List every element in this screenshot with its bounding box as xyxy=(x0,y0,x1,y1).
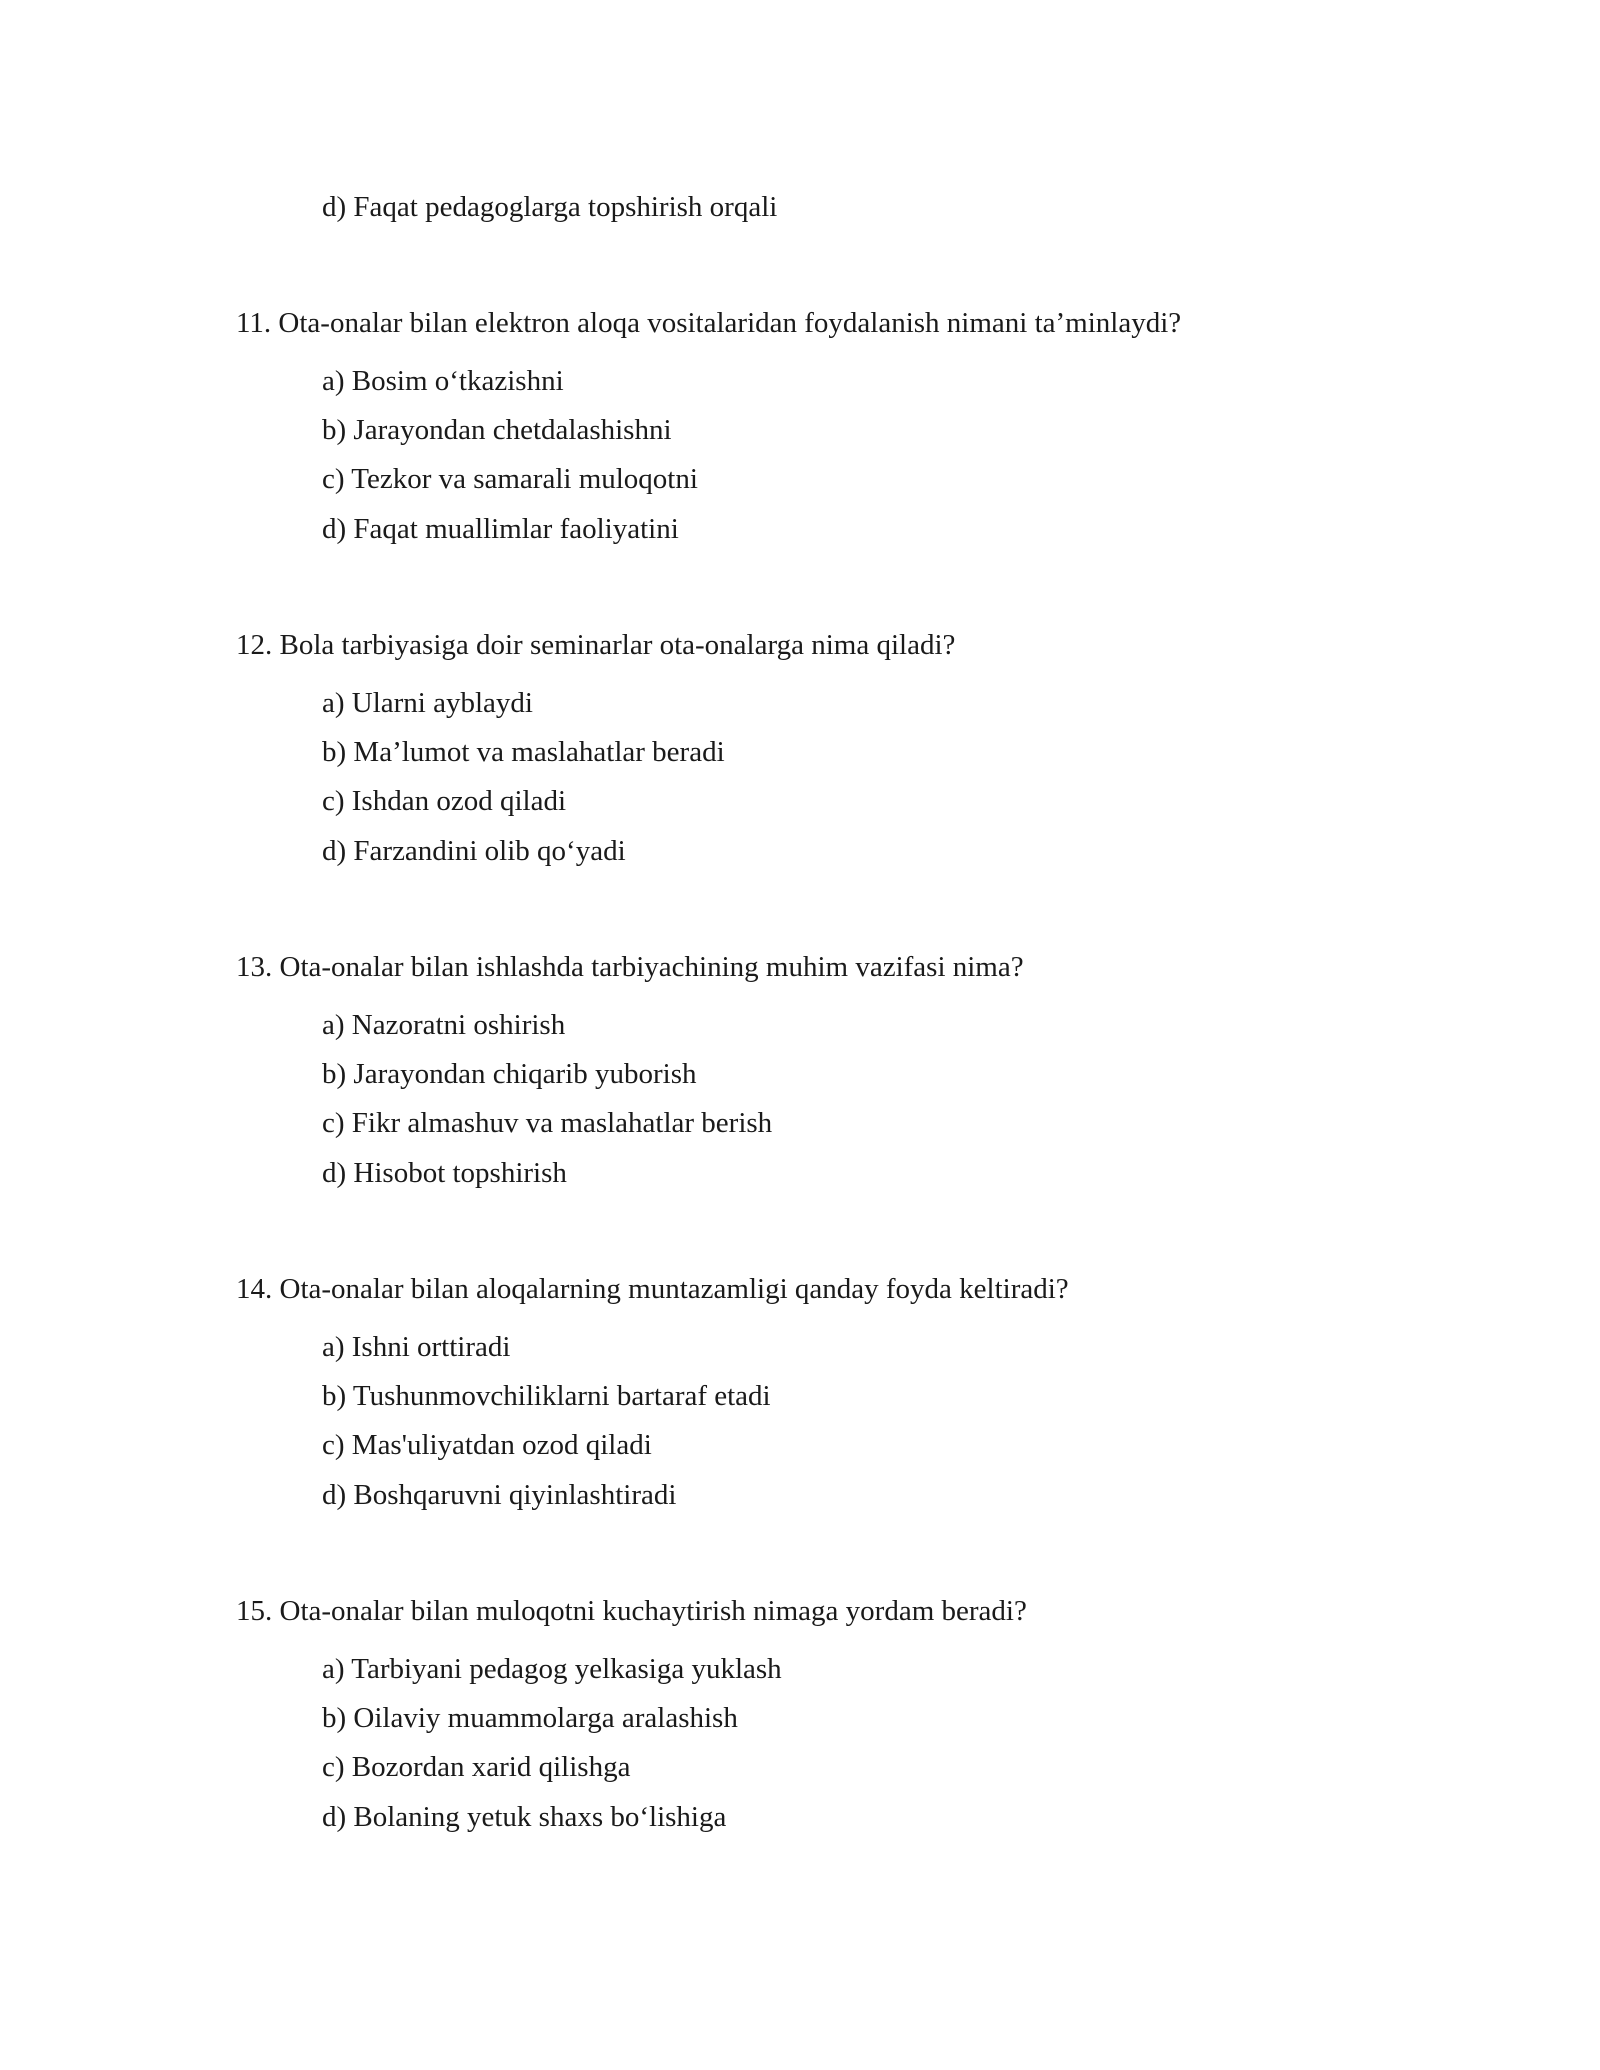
question-13-option-b: b) Jarayondan chiqarib yuborish xyxy=(322,1058,697,1090)
question-11-option-a: a) Bosim o‘tkazishni xyxy=(322,365,564,397)
question-12: 12. Bola tarbiyasiga doir seminarlar ota-onalarga nima qiladi? xyxy=(236,629,956,661)
question-14-option-b: b) Tushunmovchiliklarni bartaraf etadi xyxy=(322,1380,771,1412)
question-14-option-a: a) Ishni orttiradi xyxy=(322,1331,511,1363)
question-11: 11. Ota-onalar bilan elektron aloqa vositalaridan foydalanish nimani ta’minlaydi? xyxy=(236,307,1182,339)
carryover-option: d) Faqat pedagoglarga topshirish orqali xyxy=(322,191,778,223)
question-14: 14. Ota-onalar bilan aloqalarning muntazamligi qanday foyda keltiradi? xyxy=(236,1273,1069,1305)
question-13: 13. Ota-onalar bilan ishlashda tarbiyachining muhim vazifasi nima? xyxy=(236,951,1024,983)
question-12-option-b: b) Ma’lumot va maslahatlar beradi xyxy=(322,736,725,768)
question-14-option-c: c) Mas'uliyatdan ozod qiladi xyxy=(322,1429,652,1461)
question-11-option-c: c) Tezkor va samarali muloqotni xyxy=(322,463,698,495)
question-13-option-d: d) Hisobot topshirish xyxy=(322,1157,567,1189)
question-11-option-d: d) Faqat muallimlar faoliyatini xyxy=(322,513,679,545)
question-12-option-a: a) Ularni ayblaydi xyxy=(322,687,533,719)
question-15-option-c: c) Bozordan xarid qilishga xyxy=(322,1751,631,1783)
question-15-option-a: a) Tarbiyani pedagog yelkasiga yuklash xyxy=(322,1653,782,1685)
question-12-option-d: d) Farzandini olib qo‘yadi xyxy=(322,835,626,867)
question-15: 15. Ota-onalar bilan muloqotni kuchaytirish nimaga yordam beradi? xyxy=(236,1595,1027,1627)
question-13-option-c: c) Fikr almashuv va maslahatlar berish xyxy=(322,1107,773,1139)
question-12-option-c: c) Ishdan ozod qiladi xyxy=(322,785,567,817)
question-14-option-d: d) Boshqaruvni qiyinlashtiradi xyxy=(322,1479,677,1511)
question-13-option-a: a) Nazoratni oshirish xyxy=(322,1009,566,1041)
question-11-option-b: b) Jarayondan chetdalashishni xyxy=(322,414,672,446)
question-15-option-d: d) Bolaning yetuk shaxs bo‘lishiga xyxy=(322,1801,727,1833)
question-15-option-b: b) Oilaviy muammolarga aralashish xyxy=(322,1702,738,1734)
